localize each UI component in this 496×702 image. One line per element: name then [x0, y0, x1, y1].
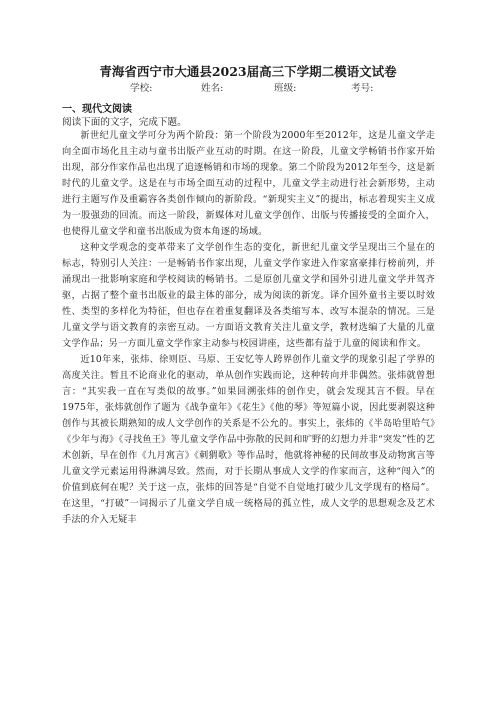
- school-label: 学校:: [130, 83, 153, 94]
- name-label: 姓名:: [201, 83, 224, 94]
- paragraph: 新世纪儿童文学可分为两个阶段：第一个阶段为2000年至2012年，这是儿童文学走向全面市场化且主动与童书出版产业互动的时期。在这一阶段，儿童文学畅销书作家开始出现，部分作家作品也出现了追逐畅销和市场的现象。第二个阶段为2012年至今，这是新时代的儿童文学。这是在与市场全面互动的过程中，儿童文学主动进行社会新形势，主动进行主题写作及重霸容各类创作倾向的新阶段。“新现实主义”的提出，标志着现实主义成为一股强劲的回流。而这一阶段，新媒体对儿童文学创作、出版与传播接受的全面介入，也使得儿童文学和童书出版成为资本角逐的场域。: [62, 130, 435, 237]
- section-heading: 一、现代文阅读: [62, 104, 132, 115]
- document-title: 青海省西宁市大通县2023届高三下学期二模语文试卷: [99, 64, 397, 79]
- student-info-line: [0, 80, 496, 94]
- class-label: 班级:: [274, 83, 297, 94]
- paragraph: 这种文学观念的变革带来了文学创作生态的变化，新世纪儿童文学呈现出三个显在的标志，特别引人关注：一是畅销书作家出现，儿童文学作家进入作家富豪排行榜前列，并涌现出一批影响家庭和学校阅读的畅销书。二是原创儿童文学和国外引进儿童文学并驾齐驱，占据了整个童书出版业的最主体的部分，成为阅读的新宠。译介国外童书主要以时效性、类型的多样化为特征，但也存在着重复翻译及各类缩写本、改写本混杂的情况。三是儿童文学与语文教育的亲密互动。一方面语文教育关注儿童文学，教材选编了大量的儿童文学作品；另一方面儿童文学作家主动参与校园讲座，这些都有益于儿童的阅读和作文。: [62, 242, 435, 349]
- article-body: [62, 128, 435, 528]
- exam-number-label: 考号:: [351, 83, 374, 94]
- paragraph: 近10年来，张炜、徐则臣、马原、王安忆等人跨界创作儿童文学的现象引起了学界的高度关注。暂且不论商业化的驱动，单从创作实践而论，这种转向并非偶然。张炜就曾想言：“其实我一直在写类似的故事。”如果回溯张炜的创作史，就会发现其言不假。早在1975年，张炜就创作了题为《战争童年》《花生》《他的琴》等短篇小说，因此要剥裂这种创作与其被长期熟知的成人文学创作的关系是不公允的。事实上，张炜的《半岛哈里哈气》《少年与海》《寻找鱼王》等儿童文学作品中弥散的民间和旷野的幻想力并非“突发”性的艺术创新，早在创作《九月寓言》《刺猬歌》等作品时，他就将神秘的民间故事及动物寓言等儿童文学元素运用得淋漓尽致。然而，对于长期从事成人文学的作家而言，这种“闯入”的价值到底何在呢？关于这一点，张炜的回答是“自觉不自觉地打破少儿文学现有的格局”。在这里，“打破”一词揭示了儿童文学自成一统格局的孤立性，成人文学的思想观念及艺术手法的介入无疑丰: [62, 354, 435, 525]
- reading-instruction: 阅读下面的文字，完成下题。: [62, 117, 187, 128]
